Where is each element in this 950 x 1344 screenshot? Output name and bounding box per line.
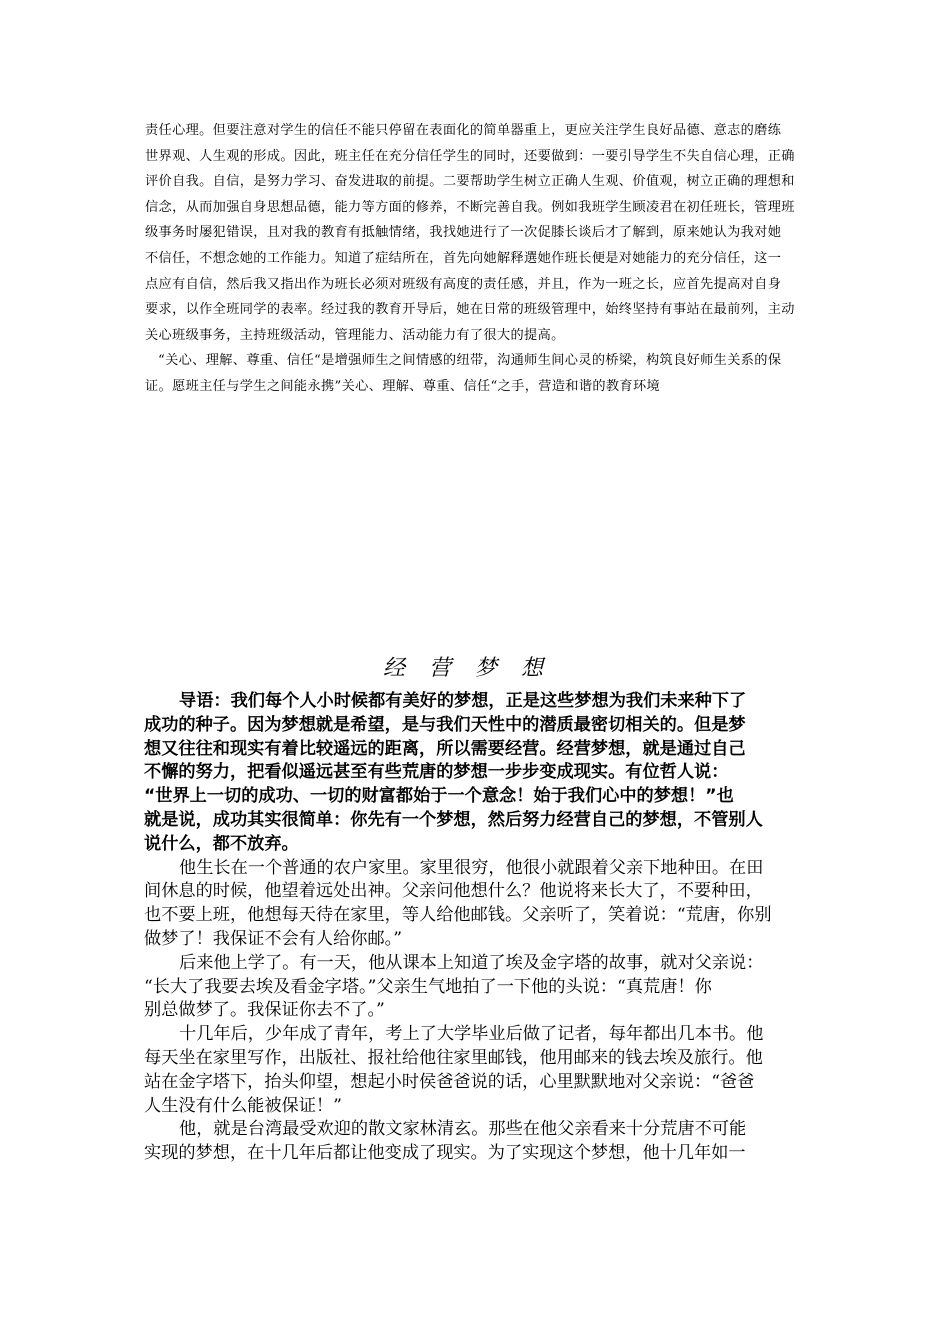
body-line: “长大了我要去埃及看金字塔。”父亲生气地拍了一下他的头说：“真荒唐！你 [144, 976, 712, 997]
text-line: 不信任，不想念她的工作能力。知道了症结所在，首先向她解释選她作班长便是对她能力的充分信任，这一 [145, 250, 782, 266]
text-line: 关心班级事务，主持班级活动，管理能力、活动能力有了很大的提高。 [145, 327, 565, 343]
text-line: 点应有自信，然后我又指出作为班长必须对班级有高度的责任感，并且，作为一班之长，应首先提高对自身 [145, 276, 782, 292]
article-body [144, 690, 814, 1166]
body-line: 他生长在一个普通的农户家里。家里很穷，他很小就跟着父亲下地种田。在田 [179, 857, 764, 878]
text-line: 责任心理。但要注意对学生的信任不能只停留在表面化的简单器重上，更应关注学生良好品德、意志的磨练 [145, 123, 782, 138]
text-line: 要求，以作全班同学的表率。经过我的教育开导后，她在日常的班级管理中，始终坚持有事站在最前列，主动 [145, 302, 795, 318]
body-line: 也不要上班，他想每天待在家里，等人给他邮钱。父亲听了，笑着说：“荒唐，你别 [144, 905, 772, 926]
text-line: 证。愿班主任与学生之间能永携”关心、理解、尊重、信任“之手，营造和谐的教育环境 [145, 378, 661, 394]
body-line: 实现的梦想，在十几年后都让他变成了现实。为了实现这个梦想，他十几年如一 [144, 1143, 746, 1164]
body-line: 别总做梦了。我保证你去不了。” [144, 1000, 385, 1021]
intro-line: 导语：我们每个人小时候都有美好的梦想，正是这些梦想为我们未来种下了 [179, 691, 747, 711]
intro-line: 说什么，都不放弃。 [144, 833, 299, 854]
text-line: 世界观、人生观的形成。因此，班主任在充分信任学生的同时，还要做到：一要引导学生不失自信心理，正确 [145, 148, 795, 164]
body-line: 间休息的时候，他望着远处出神。父亲问他想什么？他说将来长大了，不要种田， [144, 881, 763, 902]
intro-line: 不懈的努力，把看似遥远甚至有些荒唐的梦想一步步变成现实。有位哲人说： [144, 762, 729, 783]
body-line: 后来他上学了。有一天，他从课本上知道了埃及金字塔的故事，就对父亲说： [179, 952, 764, 973]
intro-line: 就是说，成功其实很简单：你先有一个梦想，然后努力经营自己的梦想，不管别人 [144, 809, 763, 830]
body-line: 人生没有什么能被保证！” [144, 1095, 342, 1116]
text-line: 信念，从而加强自身思想品德，能力等方面的修养，不断完善自我。例如我班学生顾凌君在初任班长，管理班 [145, 199, 795, 215]
body-line: 每天坐在家里写作，出版社、报社给他往家里邮钱，他用邮来的钱去埃及旅行。他 [144, 1047, 763, 1068]
body-line: 站在金字塔下，抬头仰望，想起小时侯爸爸说的话，心里默默地对父亲说：“爸爸 [144, 1071, 755, 1092]
text-line: 评价自我。自信，是努力学习、奋发进取的前提。二要帮助学生树立正确人生观、价值观，树立正确的理想和 [145, 174, 795, 190]
body-line: 做梦了！我保证不会有人给你邮。” [144, 928, 403, 949]
text-line: 级事务时屡犯错误，且对我的教育有抵触情绪，我找她进行了一次促膝长谈后才了解到，原来她认为我对她 [145, 225, 782, 241]
text-line: “关心、理解、尊重、信任“是增强师生之间情感的纽带，沟通师生间心灵的桥梁，构筑良好师生关系的保 [158, 353, 782, 369]
body-line: 他，就是台湾最受欢迎的散文家林清玄。那些在他父亲看来十分荒唐不可能 [179, 1119, 747, 1140]
previous-article-continuation [145, 118, 810, 400]
article-title: 经营梦想 [382, 656, 567, 681]
intro-line: 想又往往和现实有着比较遥远的距离，所以需要经营。经营梦想，就是通过自己 [144, 738, 746, 759]
body-line: 十几年后，少年成了青年，考上了大学毕业后做了记者，每年都出几本书。他 [179, 1024, 764, 1045]
intro-line: “世界上一切的成功、一切的财富都始于一个意念！始于我们心中的梦想！”也 [144, 786, 734, 807]
intro-line: 成功的种子。因为梦想就是希望，是与我们天性中的潜质最密切相关的。但是梦 [144, 714, 746, 735]
